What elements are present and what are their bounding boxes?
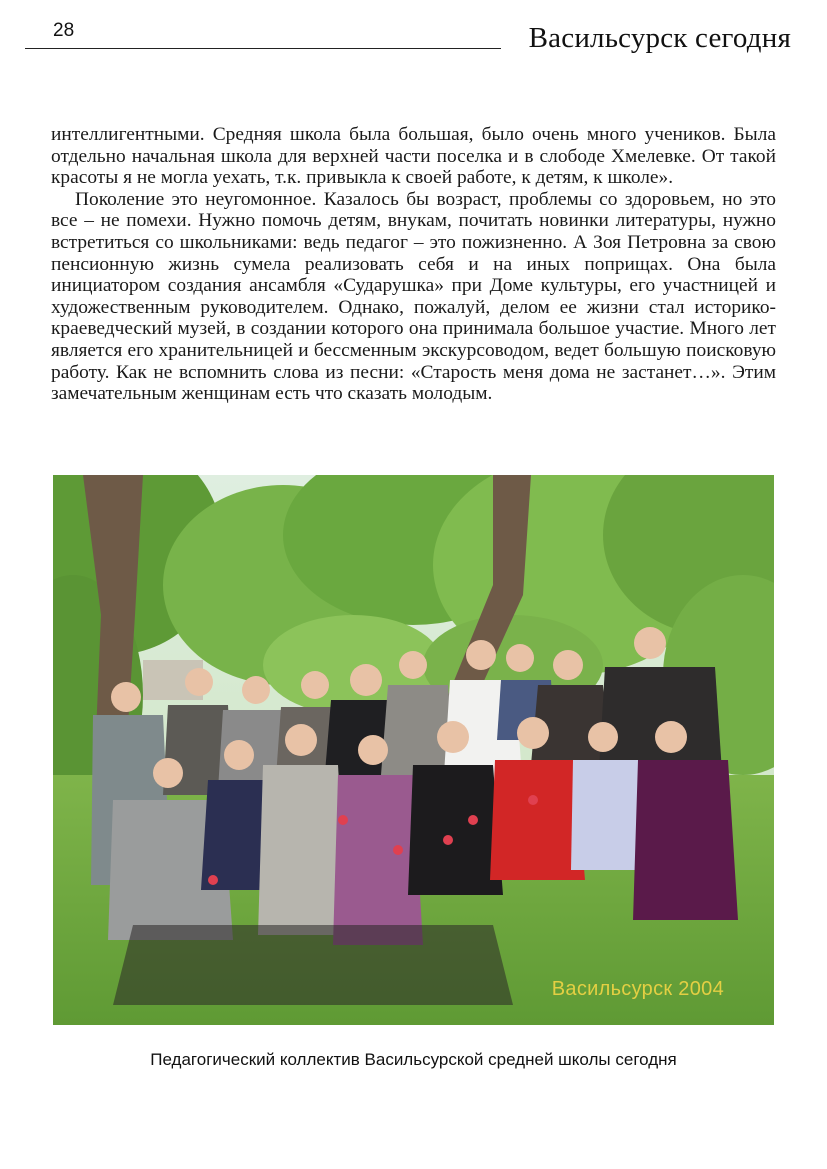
paragraph-2: Поколение это неугомонное. Казалось бы возраст, проблемы со здоровьем, но это все – не помехи. Нужно помочь детям, внукам, почитать новинки литературы, нужно встретиться со школьниками: ведь педагог – это пожизненно. А Зоя Петровна за свою пенсионную жизнь сумела реализовать себя и на иных поприщах. Она была инициатором создания ансамбля «Сударушка» при Доме культуры, его участницей и художественным руководителем. Однако, пожалуй, делом ее жизни стал историко-краеведческий музей, в создании которого она принимала большое участие. Много лет является его хранительницей и бессменным экскурсоводом, ведет большую поисковую работу. Как не вспомнить слова из песни: «Старость меня дома не застанет…». Этим замечательным женщинам есть что сказать молодым.: [51, 188, 776, 405]
running-title: Васильсурск сегодня: [528, 22, 791, 54]
group-photo-illustration: [53, 475, 774, 1025]
paragraph-1: интеллигентными. Средняя школа была большая, было очень много учеников. Была отдельно начальная школа для верхней части поселка и в слободе Хмелевке. От такой красоты я не могла уехать, т.к. привыкла к своей работе, к детям, к школе».: [51, 124, 776, 189]
page-number: 28: [53, 20, 75, 41]
photo-caption: Педагогический коллектив Васильсурской средней школы сегодня: [150, 1050, 677, 1069]
body-text: [51, 124, 776, 405]
group-photo: [53, 475, 774, 1025]
header-rule: [25, 48, 501, 49]
photo-stamp: Васильсурск 2004: [551, 978, 724, 1000]
